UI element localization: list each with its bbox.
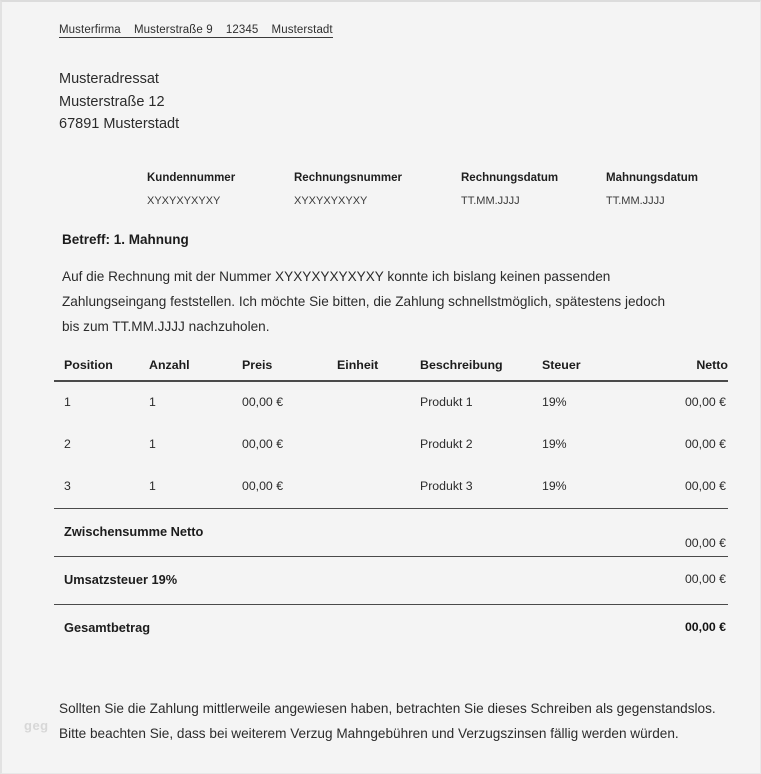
column-header-position: Position [64,358,113,372]
recipient-address-block [59,68,179,136]
cell-position: 1 [64,395,71,409]
meta-label-rechnungsdatum: Rechnungsdatum [461,172,559,184]
cell-steuer: 19% [542,395,567,409]
meta-field-rechnungsnummer [294,172,402,207]
recipient-name: Musteradressat [59,71,159,87]
total-value-umsatzsteuer: 00,00 € [684,572,726,586]
closing-paragraph: Sollten Sie die Zahlung mittlerweile angewiesen haben, betrachten Sie dieses Schreiben als gegenstandslos. Bitte beachten Sie, dass bei weiterem Verzug Mahngebühren und Verzugszinsen fällig werden würden. [59,701,716,741]
column-header-beschreibung: Beschreibung [420,358,503,372]
total-row-gesamtbetrag [54,605,728,652]
intro-paragraph: Auf die Rechnung mit der Nummer XYXYXYXYXYXY konnte ich bislang keinen passenden Zahlungseingang feststellen. Ich möchte Sie bitten, die Zahlung schnellstmöglich, spätestens jedoch bis zum TT.MM.JJJJ nachzuholen. [62,269,666,334]
cell-netto: 00,00 € [684,437,726,451]
cell-preis: 00,00 € [242,479,284,493]
cell-steuer: 19% [542,479,567,493]
total-value-zwischensumme: 00,00 € [684,536,726,550]
cell-preis: 00,00 € [242,395,284,409]
meta-value-rechnungsdatum: TT.MM.JJJJ [461,195,520,207]
meta-label-mahnungsdatum: Mahnungsdatum [606,172,698,184]
total-label-umsatzsteuer: Umsatzsteuer 19% [64,572,178,587]
cell-beschreibung: Produkt 1 [420,395,473,409]
total-row-umsatzsteuer [54,557,728,604]
table-row [54,466,728,508]
cell-netto: 00,00 € [684,479,726,493]
cell-position: 3 [64,479,71,493]
meta-label-rechnungsnummer: Rechnungsnummer [294,172,402,184]
total-row-zwischensumme [54,509,728,556]
meta-label-kundennummer: Kundennummer [147,172,236,184]
cell-anzahl: 1 [149,479,156,493]
cell-netto: 00,00 € [684,395,726,409]
meta-field-rechnungsdatum [461,172,558,207]
cell-position: 2 [64,437,71,451]
subject-line: Betreff: 1. Mahnung [62,232,189,247]
recipient-street: Musterstraße 12 [59,93,165,110]
column-header-einheit: Einheit [337,358,379,372]
column-header-steuer: Steuer [542,358,581,372]
column-header-anzahl: Anzahl [149,358,190,372]
meta-value-mahnungsdatum: TT.MM.JJJJ [606,195,665,207]
table-header-row [54,358,728,380]
column-header-netto: Netto [696,358,728,372]
items-table [54,358,728,652]
cell-anzahl: 1 [149,437,156,451]
sender-address-line: Musterfirma Musterstraße 9 12345 Musterstadt [59,24,333,36]
column-header-preis: Preis [242,358,273,372]
table-row [54,382,728,424]
cell-steuer: 19% [542,437,567,451]
cell-beschreibung: Produkt 3 [420,479,473,493]
cell-preis: 00,00 € [242,437,284,451]
recipient-city: 67891 Musterstadt [59,116,180,132]
background-watermark: geg [24,718,49,733]
total-label-gesamtbetrag: Gesamtbetrag [64,620,151,635]
cell-beschreibung: Produkt 2 [420,437,473,451]
total-label-zwischensumme: Zwischensumme Netto [64,524,204,539]
cell-anzahl: 1 [149,395,156,409]
meta-field-kundennummer [147,172,235,207]
total-value-gesamtbetrag: 00,00 € [684,620,726,634]
table-row [54,424,728,466]
meta-value-rechnungsnummer: XYXYXYXYXY [294,195,368,207]
meta-value-kundennummer: XYXYXYXYXY [147,195,221,207]
meta-field-mahnungsdatum [606,172,698,207]
